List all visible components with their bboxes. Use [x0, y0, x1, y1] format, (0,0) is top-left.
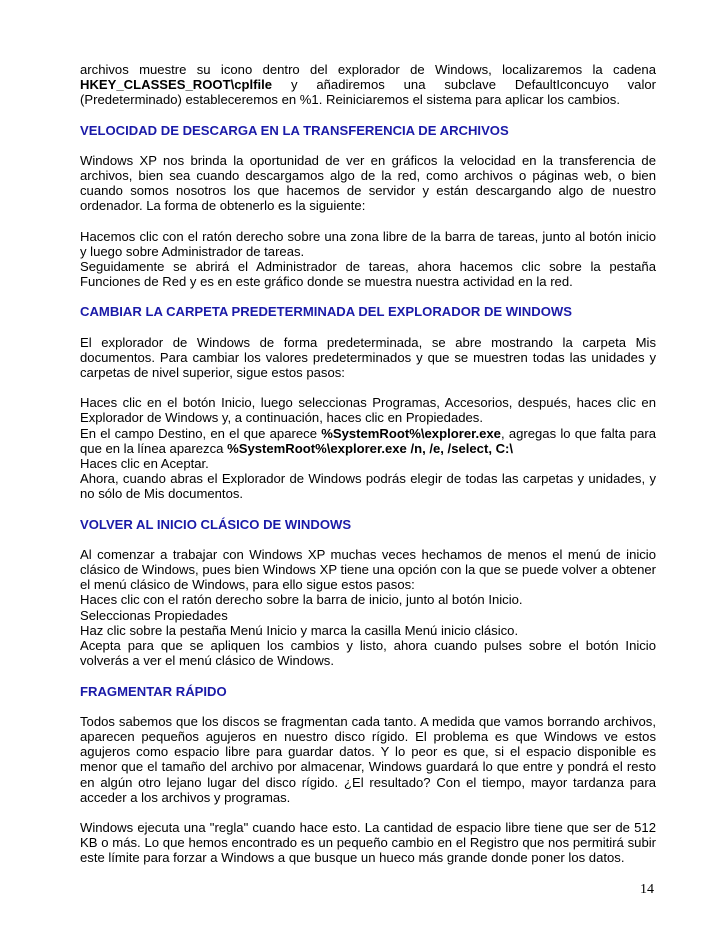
section-heading-carpeta: CAMBIAR LA CARPETA PREDETERMINADA DEL EXPLORADOR DE WINDOWS	[80, 304, 572, 320]
s2-p3-text-a: En el campo Destino, en el que aparece	[80, 425, 322, 441]
s2-paragraph-3	[80, 426, 656, 456]
s2-p3-path-1: %SystemRoot%\explorer.exe	[321, 425, 501, 441]
s2-p3-path-2: %SystemRoot%\explorer.exe /n, /e, /select, C:\	[227, 440, 514, 456]
s2-paragraph-1: El explorador de Windows de forma predeterminada, se abre mostrando la carpeta Mis documentos. Para cambiar los valores predeterminados y que se muestren todas las unidades y carpetas de nivel superior, sigue estos pasos:	[80, 334, 656, 381]
registry-key: HKEY_CLASSES_ROOT\cplfile	[80, 77, 273, 93]
s1-paragraph-3: Seguidamente se abrirá el Administrador de tareas, ahora hacemos clic sobre la pestaña Funciones de Red y es en este gráfico donde se muestra nuestra actividad en la red.	[80, 259, 656, 290]
intro-text-b: y añadiremos una subclave DefaultIconcuyo valor (Predeterminado) estableceremos en %1. Reiniciaremos el sistema para aplicar los cambios.	[80, 77, 656, 108]
s3-paragraph-3: Seleccionas Propiedades	[80, 607, 228, 623]
s3-paragraph-1: Al comenzar a trabajar con Windows XP muchas veces hechamos de menos el menú de inicio clásico de Windows, pues bien Windows XP tiene una opción con la que se puede volver a obtener el menú clásico de Windows, para ello sigue estos pasos:	[80, 546, 656, 593]
s1-paragraph-1: Windows XP nos brinda la oportunidad de ver en gráficos la velocidad en la transferencia de archivos, bien sea cuando descargamos algo de la red, como archivos o páginas web, o bien cuando somos nosotros los que hacemos de servidor y están descargando algo de nuestro ordenador. La forma de obtenerlo es la siguiente:	[80, 152, 656, 214]
intro-text-a: archivos muestre su icono dentro del explorador de Windows, localizaremos la cadena	[80, 62, 656, 77]
intro-paragraph	[80, 62, 656, 108]
section-heading-fragmentar: FRAGMENTAR RÁPIDO	[80, 683, 227, 699]
s2-paragraph-5: Ahora, cuando abras el Explorador de Windows podrás elegir de todas las carpetas y unidades, y no sólo de Mis documentos.	[80, 471, 656, 502]
s2-paragraph-4: Haces clic en Aceptar.	[80, 456, 209, 472]
s4-paragraph-1: Todos sabemos que los discos se fragmentan cada tanto. A medida que vamos borrando archivos, aparecen pequeños agujeros en nuestro disco rígido. El problema es que Windows ve estos agujeros como espacio libre para guardar datos. Y lo peor es que, si el espacio disponible es menor que el tamaño del archivo por almacenar, Windows guardará lo que entre y pondrá el resto en algún otro lejano lugar del disco rígido. ¿El resultado? Con el tiempo, mayor tardanza para acceder a los archivos y programas.	[80, 713, 656, 805]
s3-paragraph-5: Acepta para que se apliquen los cambios y listo, ahora cuando pulses sobre el botón Inicio volverás a ver el menú clásico de Windows.	[80, 638, 656, 669]
s4-paragraph-2: Windows ejecuta una "regla" cuando hace esto. La cantidad de espacio libre tiene que ser de 512 KB o más. Lo que hemos encontrado es un pequeño cambio en el Registro que nos permitirá subir este límite para forzar a Windows a que busque un hueco más grande donde poner los datos.	[80, 819, 656, 866]
s1-paragraph-2: Hacemos clic con el ratón derecho sobre una zona libre de la barra de tareas, junto al botón inicio y luego sobre Administrador de tareas.	[80, 228, 656, 259]
s3-paragraph-4: Haz clic sobre la pestaña Menú Inicio y marca la casilla Menú inicio clásico.	[80, 622, 519, 638]
section-heading-velocidad: VELOCIDAD DE DESCARGA EN LA TRANSFERENCIA DE ARCHIVOS	[80, 122, 509, 138]
s2-p3-text-c: , agregas lo que falta para que en la línea aparezca	[80, 425, 656, 456]
document-body	[80, 62, 656, 866]
page-number: 14	[640, 882, 654, 897]
s3-paragraph-2: Haces clic con el ratón derecho sobre la barra de inicio, junto al botón Inicio.	[80, 592, 523, 608]
s2-paragraph-2: Haces clic en el botón Inicio, luego seleccionas Programas, Accesorios, después, haces clic en Explorador de Windows y, a continuación, haces clic en Propiedades.	[80, 395, 656, 426]
section-heading-inicio-clasico: VOLVER AL INICIO CLÁSICO DE WINDOWS	[80, 516, 352, 532]
